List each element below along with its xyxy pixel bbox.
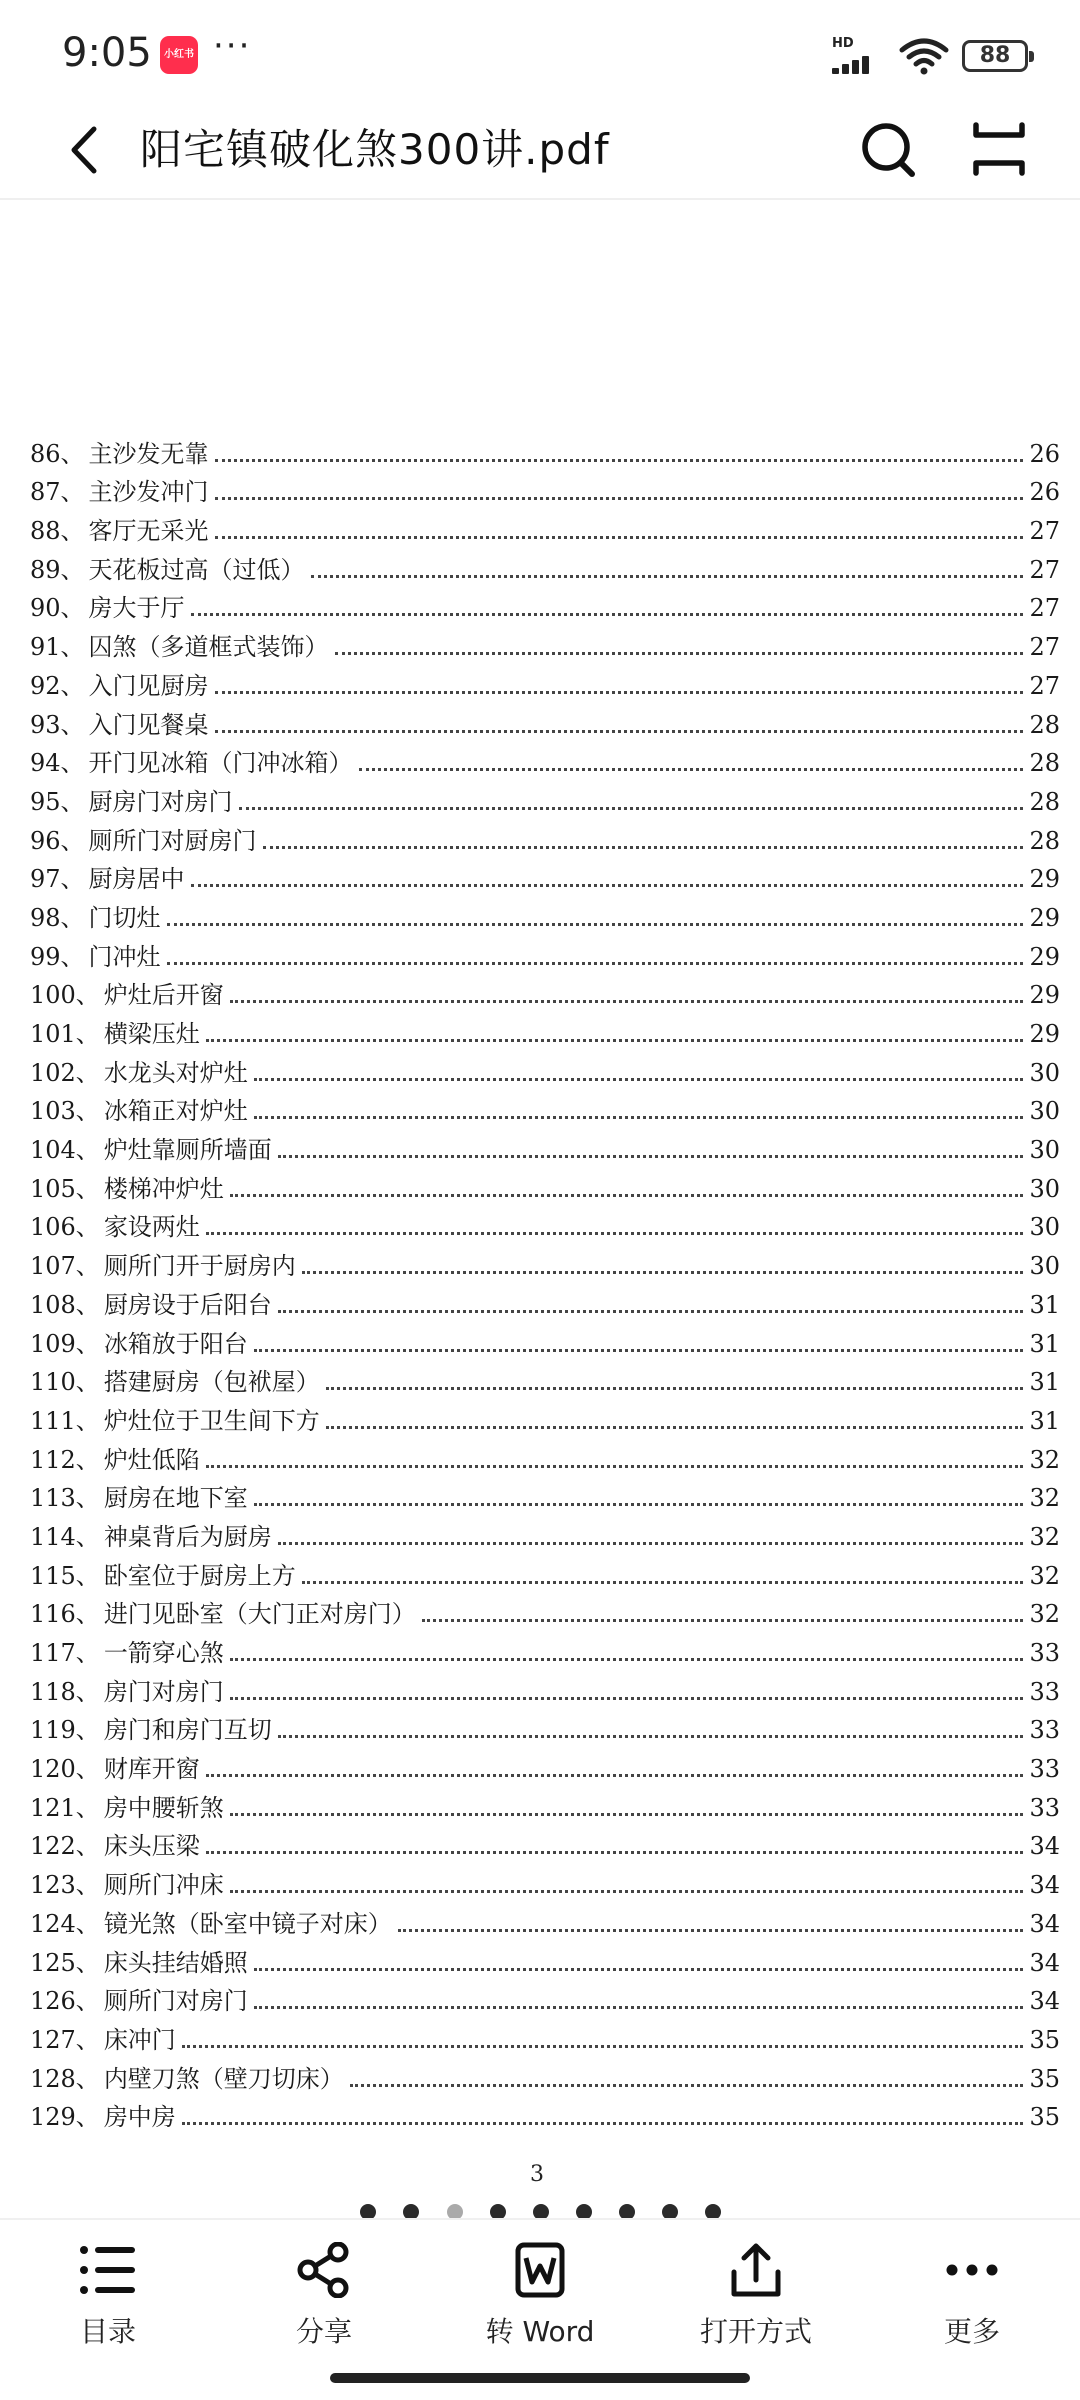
convert-word-label: 转 Word: [485, 2315, 595, 2348]
toc-entry-page: 30: [1029, 1213, 1060, 1242]
dot-leader: [230, 1194, 1024, 1197]
toc-entry-title: 客厅无采光: [88, 517, 209, 546]
toc-entry[interactable]: [30, 1320, 1060, 1359]
toc-entry[interactable]: [30, 1242, 1060, 1281]
dot-leader: [278, 1542, 1024, 1545]
toc-entry-number: 92、: [30, 671, 85, 700]
dot-leader: [239, 807, 1024, 810]
toc-entry-number: 107、: [30, 1252, 100, 1281]
more-notifications-indicator: ···: [213, 26, 252, 66]
toc-entry-title: 楼梯冲炉灶: [103, 1174, 224, 1203]
toc-entry[interactable]: [30, 1861, 1060, 1900]
dot-leader: [302, 1271, 1024, 1274]
toc-entry[interactable]: [30, 662, 1060, 701]
toc-entry-title: 厨房门对房门: [88, 787, 233, 816]
toc-entry-number: 89、: [30, 555, 85, 584]
toc-entry-page: 33: [1029, 1793, 1060, 1822]
toc-entry-title: 厕所门对房门: [103, 1987, 248, 2016]
toc-entry[interactable]: [30, 1591, 1060, 1630]
toc-entry-page: 33: [1029, 1639, 1060, 1667]
toc-entry[interactable]: [30, 1010, 1060, 1049]
toc-entry-title: 床头挂结婚照: [103, 1948, 248, 1977]
toc-entry-page: 30: [1029, 1252, 1060, 1281]
toc-entry-title: 炉灶位于卫生间下方: [103, 1406, 320, 1435]
document-title: 阳宅镇破化煞300讲.pdf: [140, 125, 610, 174]
share-button[interactable]: [234, 2242, 414, 2362]
toc-entry-number: 102、: [30, 1058, 100, 1087]
toc-entry-page: 34: [1029, 1987, 1060, 2016]
pdf-page-view[interactable]: [0, 202, 1080, 2217]
toc-entry-page: 28: [1029, 826, 1060, 855]
toc-entry[interactable]: [30, 469, 1060, 508]
toc-entry-title: 冰箱放于阳台: [103, 1329, 248, 1358]
toc-entry[interactable]: [30, 1668, 1060, 1707]
toc-entry[interactable]: [30, 972, 1060, 1011]
toc-entry-title: 搭建厨房（包袱屋）: [103, 1368, 320, 1397]
wifi-icon: [898, 36, 950, 76]
toc-entry-page: 34: [1029, 1909, 1060, 1938]
toc-entry-page: 32: [1029, 1484, 1060, 1513]
toc-entry-page: 35: [1029, 2025, 1060, 2054]
hd-network-label: HD: [832, 36, 854, 51]
toc-entry-page: 30: [1029, 1136, 1060, 1165]
dot-leader: [422, 1619, 1024, 1622]
toc-entry-title: 房门对房门: [103, 1677, 224, 1706]
dot-leader: [191, 613, 1024, 616]
dot-leader: [326, 1387, 1024, 1390]
toc-entry[interactable]: [30, 1475, 1060, 1514]
dot-leader: [278, 1735, 1024, 1738]
toc-entry-title: 厨房居中: [88, 865, 185, 894]
toc-entry-title: 开门见冰箱（门冲冰箱）: [88, 749, 353, 778]
toc-entry-page: 28: [1029, 710, 1060, 739]
dot-leader: [206, 1039, 1024, 1042]
toc-entry-number: 110、: [30, 1368, 100, 1397]
dot-leader: [254, 1116, 1024, 1119]
toc-entry-page: 31: [1029, 1290, 1060, 1319]
dot-leader: [206, 1465, 1024, 1468]
dot-leader: [230, 1000, 1024, 1003]
toc-entry-page: 30: [1029, 1058, 1060, 1087]
toc-entry-number: 91、: [30, 633, 85, 662]
toc-entry-title: 房门和房门互切: [103, 1716, 272, 1745]
toc-entry-title: 房中腰斩煞: [103, 1793, 224, 1822]
word-document-icon: [510, 2242, 570, 2298]
toc-entry[interactable]: [30, 623, 1060, 662]
toc-entry-title: 入门见餐桌: [88, 710, 209, 739]
toc-entry[interactable]: [30, 2094, 1060, 2133]
toc-entry-number: 87、: [30, 478, 85, 507]
toc-entry-page: 28: [1029, 749, 1060, 778]
toc-entry-title: 主沙发无靠: [88, 439, 209, 468]
more-label: 更多: [943, 2315, 1000, 2348]
toc-entry-page: 34: [1029, 1832, 1060, 1861]
toc-entry-number: 95、: [30, 787, 85, 816]
toc-entry-title: 卧室位于厨房上方: [103, 1561, 296, 1590]
toc-entry-title: 内壁刀煞（壁刀切床）: [103, 2064, 344, 2093]
toc-entry[interactable]: [30, 585, 1060, 624]
toc-entry-title: 厕所门开于厨房内: [103, 1252, 296, 1281]
toc-entry-page: 33: [1029, 1755, 1060, 1784]
toc-entry[interactable]: [30, 1823, 1060, 1862]
toc-entry-title: 一箭穿心煞: [103, 1639, 224, 1667]
toc-entry[interactable]: [30, 2055, 1060, 2094]
open-with-button[interactable]: [666, 2242, 846, 2362]
toc-entry-number: 106、: [30, 1213, 100, 1242]
toc-entry-page: 30: [1029, 1174, 1060, 1203]
table-of-contents: [30, 430, 1060, 2132]
dot-leader: [359, 768, 1024, 771]
toc-entry[interactable]: [30, 1126, 1060, 1165]
dot-leader: [311, 575, 1024, 578]
dot-leader: [398, 1929, 1024, 1932]
toc-entry[interactable]: [30, 1629, 1060, 1668]
toc-entry-number: 90、: [30, 594, 85, 623]
toc-entry-title: 家设两灶: [103, 1213, 200, 1242]
toc-entry[interactable]: [30, 430, 1060, 469]
dot-leader: [215, 497, 1024, 500]
toc-entry-number: 125、: [30, 1948, 100, 1977]
toc-entry[interactable]: [30, 856, 1060, 895]
convert-word-button[interactable]: [450, 2242, 630, 2362]
toc-entry-number: 86、: [30, 439, 85, 468]
toc-entry-page: 26: [1029, 478, 1060, 507]
toc-entry-number: 116、: [30, 1600, 100, 1629]
status-time: 9:05: [62, 30, 152, 76]
toc-entry[interactable]: [30, 701, 1060, 740]
toc-entry-page: 32: [1029, 1445, 1060, 1474]
toc-entry-title: 房中房: [103, 2103, 176, 2132]
toc-entry-number: 97、: [30, 865, 85, 894]
toc-entry-number: 98、: [30, 903, 85, 932]
page-number: 3: [530, 2162, 544, 2187]
toc-entry-title: 天花板过高（过低）: [88, 555, 305, 584]
page-layout-icon[interactable]: [966, 113, 1032, 183]
toc-entry-title: 进门见卧室（大门正对房门）: [103, 1600, 416, 1629]
battery-indicator: 88: [962, 40, 1028, 72]
toc-entry-page: 32: [1029, 1600, 1060, 1629]
toc-entry-number: 96、: [30, 826, 85, 855]
toc-entry[interactable]: [30, 1978, 1060, 2017]
dot-leader: [350, 2084, 1024, 2087]
toc-entry-page: 32: [1029, 1522, 1060, 1551]
toc-entry-number: 100、: [30, 981, 100, 1010]
toc-entry-page: 26: [1029, 439, 1060, 468]
toc-entry-number: 128、: [30, 2064, 100, 2093]
dot-leader: [215, 691, 1024, 694]
toc-entry-page: 29: [1029, 1020, 1060, 1048]
toc-entry-title: 冰箱正对炉灶: [103, 1097, 248, 1126]
toc-entry-number: 108、: [30, 1290, 100, 1319]
toc-entry-page: 27: [1029, 671, 1060, 700]
toc-entry-page: 29: [1029, 865, 1060, 894]
toc-entry-number: 122、: [30, 1832, 100, 1861]
dot-leader: [335, 652, 1024, 655]
toc-entry[interactable]: [30, 2016, 1060, 2055]
toc-entry-page: 35: [1029, 2064, 1060, 2093]
dot-leader: [254, 2006, 1024, 2009]
toc-entry-number: 127、: [30, 2025, 100, 2054]
toc-entry[interactable]: [30, 778, 1060, 817]
toc-entry-number: 94、: [30, 749, 85, 778]
toc-entry[interactable]: [30, 1939, 1060, 1978]
dot-leader: [230, 1813, 1024, 1816]
toc-entry-title: 厕所门对厨房门: [88, 826, 257, 855]
dot-leader: [278, 1310, 1024, 1313]
toc-entry-number: 129、: [30, 2103, 100, 2132]
back-arrow-icon[interactable]: [58, 115, 108, 185]
toc-entry-title: 神桌背后为厨房: [103, 1522, 272, 1551]
dot-leader: [230, 1890, 1024, 1893]
dot-leader: [263, 846, 1024, 849]
toc-entry[interactable]: [30, 1707, 1060, 1746]
toc-entry[interactable]: [30, 1513, 1060, 1552]
toc-entry-page: 27: [1029, 633, 1060, 662]
toc-entry[interactable]: [30, 933, 1060, 972]
toc-entry-number: 119、: [30, 1716, 100, 1745]
toc-entry-title: 门切灶: [88, 903, 161, 932]
toc-entry-page: 27: [1029, 594, 1060, 623]
dot-leader: [326, 1426, 1024, 1429]
toc-entry-title: 横梁压灶: [103, 1020, 200, 1048]
toc-entry-number: 117、: [30, 1639, 100, 1667]
status-bar: [0, 0, 1080, 105]
dot-leader: [191, 884, 1024, 887]
toc-entry-number: 126、: [30, 1987, 100, 2016]
share-label: 分享: [295, 2315, 352, 2348]
toc-entry-title: 水龙头对炉灶: [103, 1058, 248, 1087]
toc-entry-title: 镜光煞（卧室中镜子对床）: [103, 1909, 392, 1938]
toc-entry-page: 29: [1029, 903, 1060, 932]
toc-entry-number: 112、: [30, 1445, 100, 1474]
search-icon[interactable]: [856, 113, 922, 183]
toc-entry-title: 囚煞（多道框式装饰）: [88, 633, 329, 662]
dot-leader: [230, 1658, 1024, 1661]
toc-entry[interactable]: [30, 1745, 1060, 1784]
dot-leader: [182, 2122, 1024, 2125]
toc-entry-page: 35: [1029, 2103, 1060, 2132]
toc-entry-title: 炉灶后开窗: [103, 981, 224, 1010]
toc-entry-number: 121、: [30, 1793, 100, 1822]
dot-leader: [254, 1078, 1024, 1081]
toc-entry[interactable]: [30, 1165, 1060, 1204]
toc-entry-number: 123、: [30, 1871, 100, 1900]
toc-entry[interactable]: [30, 817, 1060, 856]
toc-entry-page: 27: [1029, 555, 1060, 584]
toc-entry-title: 床冲门: [103, 2025, 176, 2054]
dot-leader: [182, 2045, 1024, 2048]
toc-entry[interactable]: [30, 1049, 1060, 1088]
dot-leader: [215, 730, 1024, 733]
toc-entry[interactable]: [30, 894, 1060, 933]
dot-leader: [206, 1774, 1024, 1777]
toc-entry-title: 炉灶低陷: [103, 1445, 200, 1474]
toc-entry-number: 118、: [30, 1677, 100, 1706]
toc-entry[interactable]: [30, 1436, 1060, 1475]
cell-signal-icon: [832, 54, 882, 74]
toc-entry-number: 120、: [30, 1755, 100, 1784]
toc-entry-title: 床头压梁: [103, 1832, 200, 1861]
toc-entry-page: 32: [1029, 1561, 1060, 1590]
toc-entry-number: 124、: [30, 1909, 100, 1938]
dot-leader: [278, 1155, 1024, 1158]
list-icon: [78, 2242, 138, 2298]
toc-entry-number: 105、: [30, 1174, 100, 1203]
toc-entry-number: 115、: [30, 1561, 100, 1590]
toc-entry[interactable]: [30, 507, 1060, 546]
dot-leader: [254, 1968, 1024, 1971]
toc-entry[interactable]: [30, 1359, 1060, 1398]
toc-entry-page: 28: [1029, 787, 1060, 816]
toc-entry[interactable]: [30, 740, 1060, 779]
toc-entry-title: 房大于厅: [88, 594, 185, 623]
share-icon: [294, 2242, 354, 2298]
more-button[interactable]: [882, 2242, 1062, 2362]
toc-entry-page: 31: [1029, 1406, 1060, 1435]
toc-entry-page: 27: [1029, 517, 1060, 546]
toc-entry-number: 111、: [30, 1406, 100, 1435]
toc-entry-page: 30: [1029, 1097, 1060, 1126]
toc-entry[interactable]: [30, 1784, 1060, 1823]
toc-entry-number: 113、: [30, 1484, 100, 1513]
app-notification-icon: 小红书: [160, 36, 198, 74]
more-dots-icon: [942, 2242, 1002, 2298]
toc-entry-page: 34: [1029, 1871, 1060, 1900]
toc-entry-page: 31: [1029, 1329, 1060, 1358]
dot-leader: [302, 1581, 1024, 1584]
dot-leader: [254, 1503, 1024, 1506]
toc-entry[interactable]: [30, 1397, 1060, 1436]
toc-button[interactable]: [18, 2242, 198, 2362]
toc-entry[interactable]: [30, 1900, 1060, 1939]
toc-entry-page: 29: [1029, 981, 1060, 1010]
toc-entry-title: 主沙发冲门: [88, 478, 209, 507]
toc-entry[interactable]: [30, 1281, 1060, 1320]
toc-entry-title: 厨房设于后阳台: [103, 1290, 272, 1319]
toc-entry-title: 财库开窗: [103, 1755, 200, 1784]
toc-entry-title: 入门见厨房: [88, 671, 209, 700]
toc-entry-number: 99、: [30, 942, 85, 971]
dot-leader: [206, 1851, 1024, 1854]
toc-entry[interactable]: [30, 546, 1060, 585]
toc-entry-page: 33: [1029, 1716, 1060, 1745]
toc-entry-page: 29: [1029, 942, 1060, 971]
toc-entry-title: 门冲灶: [88, 942, 161, 971]
dot-leader: [215, 536, 1024, 539]
open-with-label: 打开方式: [699, 2315, 812, 2348]
dot-leader: [206, 1232, 1024, 1235]
toc-entry-number: 109、: [30, 1329, 100, 1358]
toc-entry-number: 88、: [30, 517, 85, 546]
dot-leader: [167, 962, 1024, 965]
document-header: [0, 105, 1080, 200]
toc-entry-title: 厨房在地下室: [103, 1484, 248, 1513]
upload-share-icon: [726, 2242, 786, 2298]
dot-leader: [254, 1349, 1024, 1352]
dot-leader: [215, 459, 1024, 462]
toc-entry-number: 93、: [30, 710, 85, 739]
toc-entry-page: 31: [1029, 1368, 1060, 1397]
toc-entry[interactable]: [30, 1204, 1060, 1243]
toc-entry[interactable]: [30, 1552, 1060, 1591]
toc-entry-title: 炉灶靠厕所墙面: [103, 1136, 272, 1165]
toc-entry[interactable]: [30, 1088, 1060, 1127]
toc-entry-number: 114、: [30, 1522, 100, 1551]
toc-entry-number: 101、: [30, 1020, 100, 1048]
toc-entry-number: 103、: [30, 1097, 100, 1126]
toc-entry-number: 104、: [30, 1136, 100, 1165]
home-gesture-bar[interactable]: [330, 2373, 750, 2383]
toc-entry-title: 厕所门冲床: [103, 1871, 224, 1900]
toc-entry-page: 34: [1029, 1948, 1060, 1977]
toc-entry-page: 33: [1029, 1677, 1060, 1706]
dot-leader: [230, 1697, 1024, 1700]
dot-leader: [167, 923, 1024, 926]
toc-label: 目录: [79, 2315, 136, 2348]
